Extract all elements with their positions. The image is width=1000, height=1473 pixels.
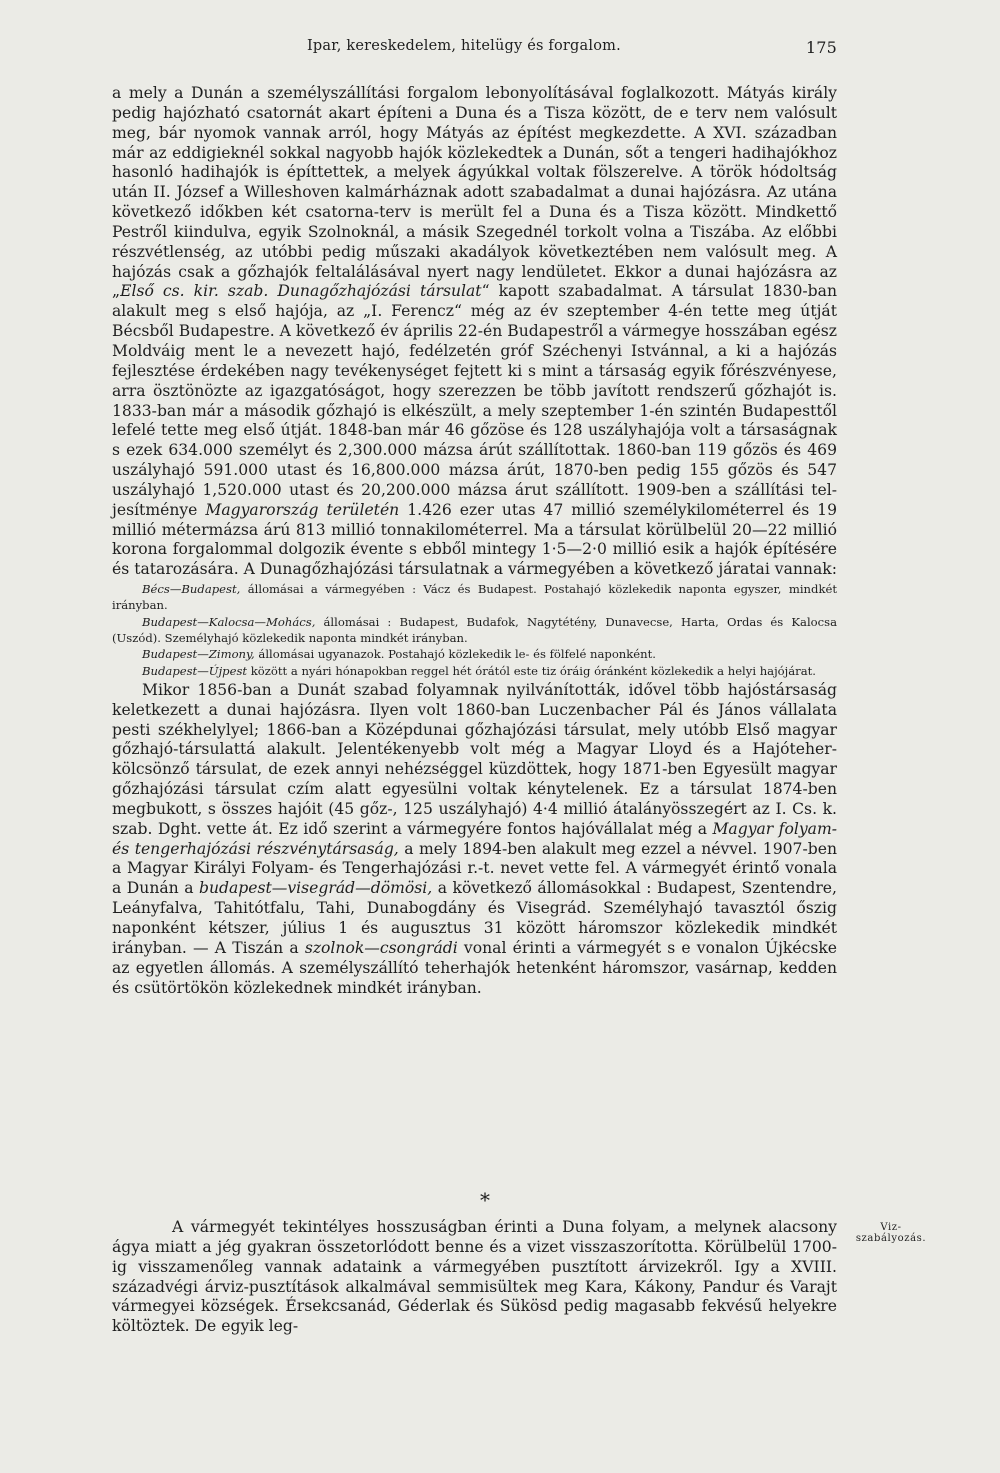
emphasis-text: Magyarország területén	[205, 500, 400, 519]
section-river-regulation	[112, 1218, 837, 1337]
paragraph-text: Mikor 1856-ban a Dunát szabad folyamnak nyilvánították, idővel több hajóstársaság keletkezett a dunai hajózásra. Ilyen volt 1860-ban Luczenbacher Pál és János vállalata pesti székhelylyel; 1866-ban a Középdunai gőzhajózási társulat, mely utóbb Első magyar gőzhajó-társulattá alakult. Jelentékenyebb volt még a Magyar Lloyd és a Hajóteher-kölcsönző társulat, de ezek annyi nehézséggel küzdöttek, hogy 1871-ben Egyesült magyar gőzhajózási társulat czím alatt egyesülni voltak kénytelenek. Ez a társulat 1874-ben megbukott, s összes hajóit (45 gőz-, 125 uszályhajó) 4·4 millió átalányösszegért az I. Cs. k. szab. Dght. vette át. Ez idő szerint a vármegyére fontos hajóvállalat még a	[112, 680, 837, 838]
station-list	[112, 581, 837, 679]
station-item	[112, 646, 837, 662]
paragraph-shipping-history: a mely a Dunán a személyszállítási forgalom lebonyolításával foglalkozott. Mátyás király pedig hajózható csatornát akart építeni a Duna és a Tisza között, de e terv nem valósult meg, bár nyomok vannak arról, hogy Mátyás az építést megkezdette. A XVI. században már az eddigieknél sokkal nagyobb hajók közlekedtek a Dunán, sőt a tengeri hadihajókhoz hasonló hadihajók is építtettek, a melyek ágyúkkal voltak fölszerelve. A török hódoltság után II. József a Willeshoven kalmárháznak adott szabadalmat a dunai hajózásra. Az utána következő időkben két csatorna-terv is merült fel a Duna és a Tisza között. Mindkettő Pestről kiindulva, egyik Szolnoknál, a másik Szegednél torkolt volna a Tiszába. Az előbbi részvétlenség, az utóbbi pedig műszaki akadályok következtében nem valósult meg. A hajózás csak a gőzhajók feltalálásával nyert nagy lendületet. Ekkor a dunai hajózásra az „Első cs. kir. szab. Dunagőzhajózási társulat“ kapott szabadalmat. A társulat 1830-ban alakult meg s első hajója, az „I. Ferencz“ még az év szeptember 4-én tette meg útját Bécsből Budapestre. A következő év április 22-én Budapestről a vármegye hosszában egész Moldváig ment le a nevezett hajó, fedélzetén gróf Széchenyi Istvánnal, a ki a hajózás fejlesztése érdekében nagy tevékenységet fejtett ki s mint a társaság egyik főrészvényese, arra ösztönözte az igazgatóságot, hogy szerezzen be több javított rendszerű gőzhajót is. 1833-ban már a második gőzhajó is elkészült, a mely szeptember 1-én szintén Budapesttől lefelé tette meg első útját. 1848-ban már 46 gőzöse és 128 uszályhajója volt a társaságnak s ezek 634.000 személyt és 2,300.000 mázsa árút szállítottak. 1860-ban 119 gőzös és 469 uszályhajó 591.000 utast és 16,800.000 mázsa árút, 1870-ben pedig 155 gőzös és 547 uszályhajó 1,520.000 utast és 20,200.000 mázsa árut szállított. 1909-ben a szállítási teljesítménye Magyarország területén 1.426 ezer utas 47 millió személykilométerrel és 19 millió métermázsa árú 813 millió tonnakilométerrel. Ma a társulat körülbelül 20—22 millió korona forgalommal dolgozik évente s ebből mintegy 1·5—2·0 millió esik a hajók építésére és tatarozására. A Dunagőzhajózási társulatnak a vármegyében a következő járatai vannak:	[112, 84, 837, 579]
company-name: Magyar folyam- és tengerhajózási részvénytársaság,	[112, 819, 837, 858]
page-header	[112, 38, 837, 62]
route-details: állomásai a vármegyében : Vácz és Budapest. Postahajó közlekedik naponta egyszer, mindkét irányban.	[112, 582, 837, 613]
paragraph-floods: A vármegyét tekintélyes hosszuságban érinti a Duna folyam, a melynek alacsony ágya miatt a jég gyakran összetorlódott benne és a vizet visszaszorította. Körülbelül 1700-ig visszamenőleg vannak adataink a vármegyében pusztított árvizekről. Igy a XVIII. századvégi árviz-pusztítások alkalmával semmisültek meg Kara, Kákony, Pandur és Varajt vármegyei községek. Érsekcsanád, Géderlak és Sükösd pedig magasabb fekvésű helyekre költöztek. De egyik leg-	[112, 1218, 837, 1336]
route-name: Budapest—Zimony,	[142, 647, 255, 662]
route-name: Budapest—Újpest	[142, 663, 248, 678]
route-name: budapest—visegrád—dömösi,	[199, 879, 433, 898]
paragraph-text: a következő állomásokkal : Budapest, Szentendre, Leányfalva, Tahitótfalu, Tahi, Dunabogdány és Visegrád. Személyhajó tavasztól őszig naponként kétszer, július 1 és augusztus 31 között háromszor közlekedik mindkét irányban. — A Tiszán a	[112, 879, 837, 957]
route-details: között a nyári hónapokban reggel hét órától este tiz óráig óránként közlekedik a helyi hajójárat.	[247, 663, 816, 678]
paragraph-text: a mely a Dunán a személyszállítási forgalom lebonyolításával foglalkozott. Mátyás király pedig hajózható csatornát akart építeni a Duna és a Tisza között, de e terv nem valósult meg, bár nyomok vannak arról, hogy Mátyás az építést megkezdette. A XVI. században már az eddigieknél sokkal nagyobb hajók közlekedtek a Dunán, sőt a tengeri hadihajókhoz hasonló hadihajók is építtettek, a melyek ágyúkkal voltak fölszerelve. A török hódoltság után II. József a Willeshoven kalmárháznak adott szabadalmat a dunai hajózásra. Az utána következő időkben két csatorna-terv is merült fel a Duna és a Tisza között. Mindkettő Pestről kiindulva, egyik Szolnoknál, a másik Szegednél torkolt volna a Tiszába. Az előbbi részvétlenség, az utóbbi pedig műszaki akadályok következtében nem valósult meg. A hajózás csak a gőzhajók feltalálásával nyert nagy lendületet. Ekkor a dunai hajózásra az	[112, 84, 837, 281]
paragraph-companies	[112, 681, 837, 999]
route-details: állomásai ugyanazok. Postahajó közlekedik le- és fölfelé naponként.	[254, 647, 656, 662]
route-name: Bécs—Budapest,	[142, 582, 241, 597]
route-name: Budapest—Kalocsa—Mohács,	[142, 614, 316, 629]
paragraph-text: a mely 1894-ben alakult meg ezzel a névvel. 1907-ben a Magyar Királyi Folyam- és Tengerhajózási r.-t. nevet vette fel. A vármegyét érintő vonala a Dunán a	[112, 839, 837, 898]
paragraph-text: vonal érinti a vármegyét s e vonalon Újkécske az egyetlen állomás. A személyszállító teherhajók hetenként háromszor, vasárnap, kedden és csütörtökön közlekednek mindkét irányban.	[112, 938, 837, 997]
company-name: Első cs. kir. szab. Dunagőzhajózási társulat	[120, 282, 482, 301]
paragraph-text: kapott szabadalmat. A társulat 1830-ban alakult meg s első hajója, az „I. Ferencz“ még az év szeptember 4-én tette meg útját Bécsből Budapestre. A következő év április 22-én Budapestről a vármegye hosszában egész Moldváig ment le a nevezett hajó, fedélzetén gróf Széchenyi Istvánnal, a ki a hajózás fejlesztése érdekében nagy tevékenységet fejtett ki s mint a társaság egyik főrészvényese, arra ösztönözte az igazgatóságot, hogy szerezzen be több javított rendszerű gőzhajót is. 1833-ban már a második gőzhajó is elkészült, a mely szeptember 1-én szintén Budapesttől lefelé tette meg első útját. 1848-ban már 46 gőzöse és 128 uszályhajója volt a társaságnak s ezek 634.000 személyt és 2,300.000 mázsa árút szállítottak. 1860-ban 119 gőzös és 469 uszályhajó 591.000 utast és 16,800.000 mázsa árút, 1870-ben pedig 155 gőzös és 547 uszályhajó 1,520.000 utast és 20,200.000 mázsa árut szállított. 1909-ben a szállítási teljesítménye	[112, 282, 837, 519]
paragraph-text: 1.426 ezer utas 47 millió személykilométerrel és 19 millió métermázsa árú 813 millió tonnakilométerrel. Ma a társulat körülbelül 20—22 millió korona forgalommal dolgozik évente s ebből mintegy 1·5—2·0 millió esik a hajók építésére és tatarozására. A Dunagőzhajózási társulatnak a vármegyében a következő járatai vannak:	[112, 500, 837, 579]
route-name: szolnok—csongrádi	[304, 938, 458, 957]
main-text	[112, 84, 837, 998]
marginal-note	[846, 1222, 936, 1244]
marginal-note-line: szabályozás.	[855, 1233, 927, 1244]
route-details: állomásai : Budapest, Budafok, Nagytétény, Dunavecse, Harta, Ordas és Kalocsa (Uszód). Személyhajó közlekedik naponta mindkét irányban.	[112, 614, 837, 645]
page-number: 175	[805, 38, 837, 57]
marginal-note-line: Viz-	[880, 1222, 902, 1233]
station-item	[112, 663, 837, 679]
station-item	[112, 614, 837, 647]
section-separator: *	[480, 1188, 490, 1212]
station-item	[112, 581, 837, 614]
running-title: Ipar, kereskedelem, hitelügy és forgalom.	[307, 38, 621, 54]
